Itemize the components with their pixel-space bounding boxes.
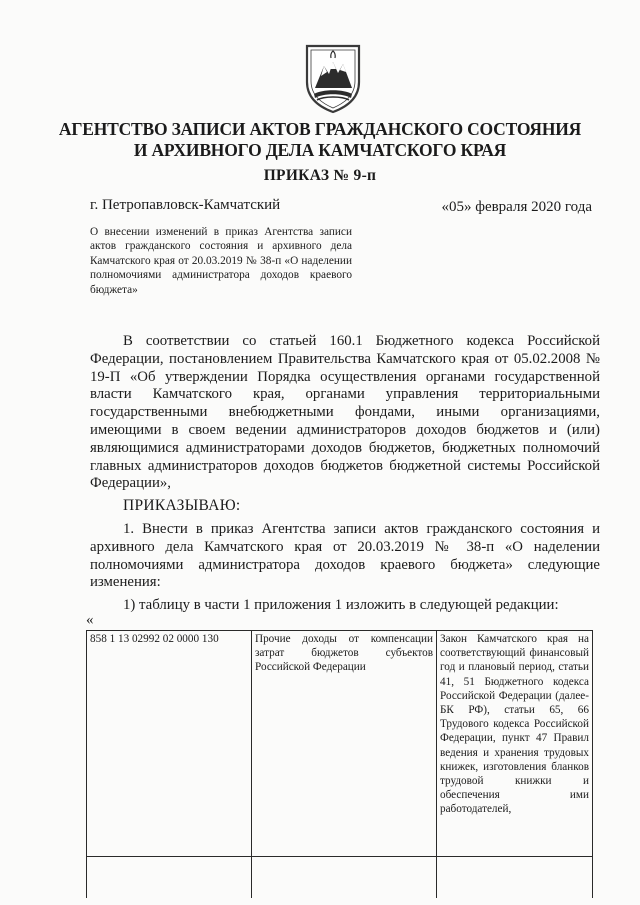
agency-name <box>40 119 600 161</box>
legal-basis-cell <box>437 857 593 899</box>
order-title: ПРИКАЗ № 9-п <box>263 167 377 184</box>
open-quote-mark: « <box>86 612 94 628</box>
orders-heading: ПРИКАЗЫВАЮ: <box>123 497 241 514</box>
agency-name-line1: АГЕНТСТВО ЗАПИСИ АКТОВ ГРАЖДАНСКОГО СОСТОЯНИЯ <box>58 119 582 139</box>
revenue-name-cell <box>252 857 437 899</box>
order-subject: О внесении изменений в приказ Агентства записи актов гражданского состояния и архивного дела Камчатского края от 20.03.2019 № 38-п «О наделении полномочиями администратора доходов краевого бюджета» <box>90 226 352 296</box>
budget-code-cell <box>87 857 252 899</box>
table-row <box>87 857 593 899</box>
coat-of-arms-icon <box>302 42 364 114</box>
legal-basis-cell: Закон Камчатского края на соответствующий финансовый год и плановый период, статьи 41, 51 Бюджетного кодекса Российской Федерации (далее- БК РФ), статьи 65, 66 Трудового кодекса Российской Федерации, пункт 47 Правил ведения и хранения трудовых книжек, изготовления бланков трудовой книжки и обеспечения ими работодателей, <box>437 631 593 857</box>
preamble-text: В соответствии со статьей 160.1 Бюджетного кодекса Российской Федерации, постановлением Правительства Камчатского края от 05.02.2008 № 19-П «Об утверждении Порядка осуществления органами государственной власти Камчатского края, органами управления территориальными государственными внебюджетными фондами, иными организациями, имеющими в своем ведении администраторов доходов бюджетов и (или) являющимися администраторами доходов бюджетов, бюджетных полномочий главных администраторов доходов бюджетов бюджетной системы Российской Федерации», <box>90 333 600 492</box>
agency-name-line2: И АРХИВНОГО ДЕЛА КАМЧАТСКОГО КРАЯ <box>133 140 507 160</box>
preamble-paragraph <box>90 333 600 493</box>
revenue-table <box>86 630 593 898</box>
order-date: «05» февраля 2020 года <box>441 199 592 215</box>
item-1-text: 1. Внести в приказ Агентства записи актов гражданского состояния и архивного дела Камчатского края от 20.03.2019 № 38-п «О наделении полномочиями администратора доходов краевого бюджета» следующие изменения: <box>90 521 600 591</box>
budget-code-cell: 858 1 13 02992 02 0000 130 <box>87 631 252 857</box>
table-row <box>87 631 593 857</box>
item-1-1-paragraph: 1) таблицу в части 1 приложения 1 изложить в следующей редакции: <box>123 597 559 613</box>
city-name: г. Петропавловск-Камчатский <box>90 197 281 213</box>
item-1-paragraph <box>90 521 600 592</box>
revenue-name-cell: Прочие доходы от компенсации затрат бюджетов субъектов Российской Федерации <box>252 631 437 857</box>
